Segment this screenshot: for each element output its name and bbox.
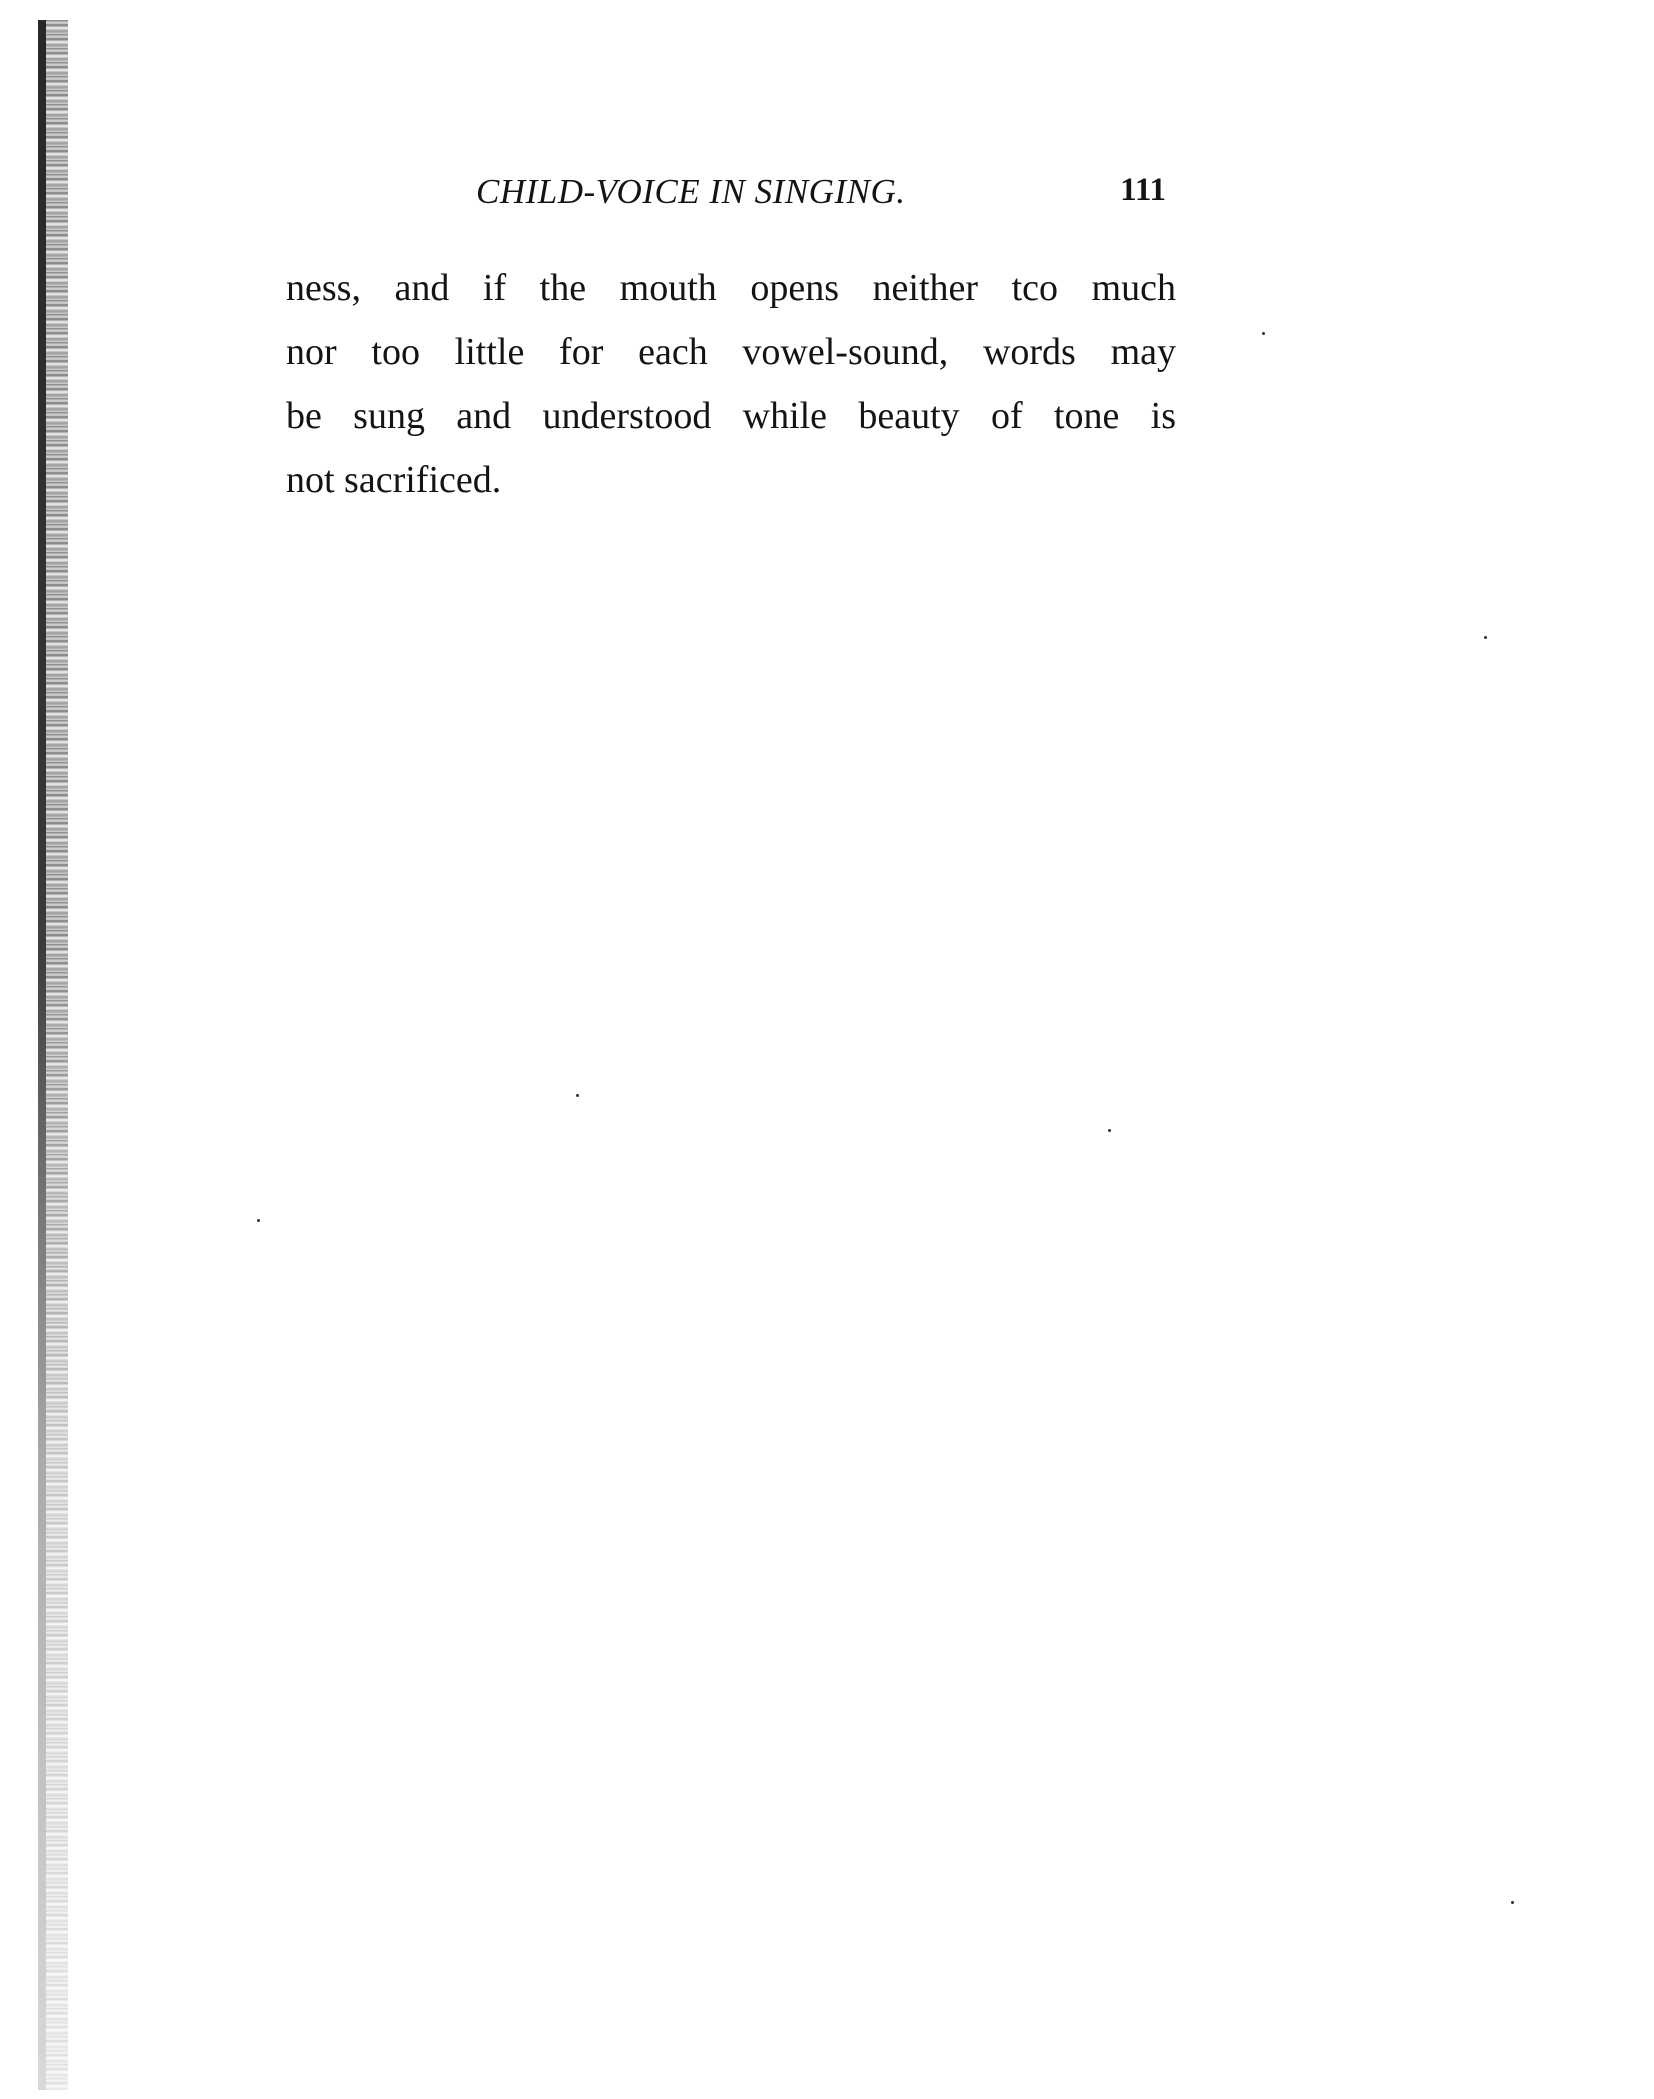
page-number: 111 xyxy=(1120,172,1166,208)
text-line: ness, and if the mouth opens neither tco much xyxy=(286,267,1176,309)
scan-speck xyxy=(257,1219,260,1222)
text-line: nor too little for each vowel-sound, words may xyxy=(286,331,1176,373)
scan-speck xyxy=(576,1094,579,1097)
text-line: not sacrificed. xyxy=(286,459,502,501)
scan-speck xyxy=(1484,636,1487,639)
running-head: CHILD-VOICE IN SINGING. xyxy=(476,172,906,211)
scan-speck xyxy=(1511,1901,1514,1904)
body-paragraph xyxy=(286,256,1176,512)
scanned-binding-edge xyxy=(38,20,68,2090)
scan-speck xyxy=(1262,332,1265,335)
page-header xyxy=(286,172,1176,222)
text-line: be sung and understood while beauty of tone is xyxy=(286,395,1176,437)
scan-speck xyxy=(1108,1129,1111,1132)
